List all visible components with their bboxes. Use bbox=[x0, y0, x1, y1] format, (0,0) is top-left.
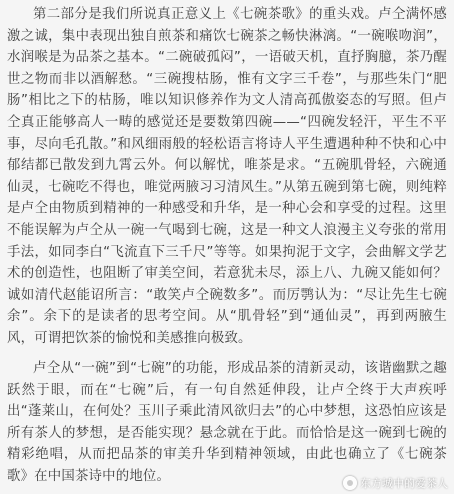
circle-logo-icon bbox=[343, 476, 357, 490]
watermark-text: 东方城中的爱茶人 bbox=[360, 477, 448, 490]
source-watermark bbox=[343, 475, 448, 491]
article-paragraph-2: 卢仝从“一碗”到“七碗”的功能，形成品茶的清新灵动，该谐幽默之趣跃然于眼，而在“七碗”后，有一句自然延伸段，让卢仝终于大声疾呼出“蓬莱山，在何处？玉川子乘此清风欲归去”的心中梦想，这恐怕应该是所有茶人的梦想，是否能实现？悬念就在于此。而恰恰是这一碗到七碗的精彩绝唱，从而把品茶的审美升华到精神领域，由此也确立了《七碗茶歌》在中国茶诗中的地位。 bbox=[7, 361, 447, 484]
article-paragraph-1: 第二部分是我们所说真正意义上《七碗茶歌》的重头戏。卢仝满怀感激之诚，集中表现出独自煎茶和痛饮七碗茶之畅快淋漓。“一碗喉吻润”，水润喉是为品茶之基本。“二碗破孤闷”，一语破天机，直抒胸臆，茶乃醒世之物而非以酒解愁。“三碗搜枯肠，惟有文字三千卷”，与那些朱门“肥肠”相比之下的枯肠，唯以知识修养作为文人清高孤傲姿态的写照。但卢仝真正能够高人一畴的感觉还是要数第四碗——“四碗发轻汗，平生不平事，尽向毛孔散。”和风细雨般的轻松语言将诗人平生遭遇种种不快和心中郁结都已散发到九霄云外。何以解忧，唯茶是求。“五碗肌骨轻，六碗通仙灵，七碗吃不得也，唯觉两腋习习清风生。”从第五碗到第七碗，则纯粹是卢仝由物质到精神的一种感受和升华，是一种心会和享受的过程。这里不能误解为卢仝从一碗一气喝到七碗，这是一种文人浪漫主义夸张的常用手法，如同李白“飞流直下三千尺”等等。如果拘泥于文字，会曲解文学艺术的创造性，也阻断了审美空间，若意犹未尽，添上八、九碗又能如何？诚如清代赵能诏所言：“敢笑卢仝碗数多”。而厉鹗认为：“尽让先生七碗余”。余下的是读者的思考空间。从“肌骨轻”到“通仙灵”，再到两腋生风，可谓把饮茶的愉悦和美感推向极致。 bbox=[7, 7, 447, 346]
